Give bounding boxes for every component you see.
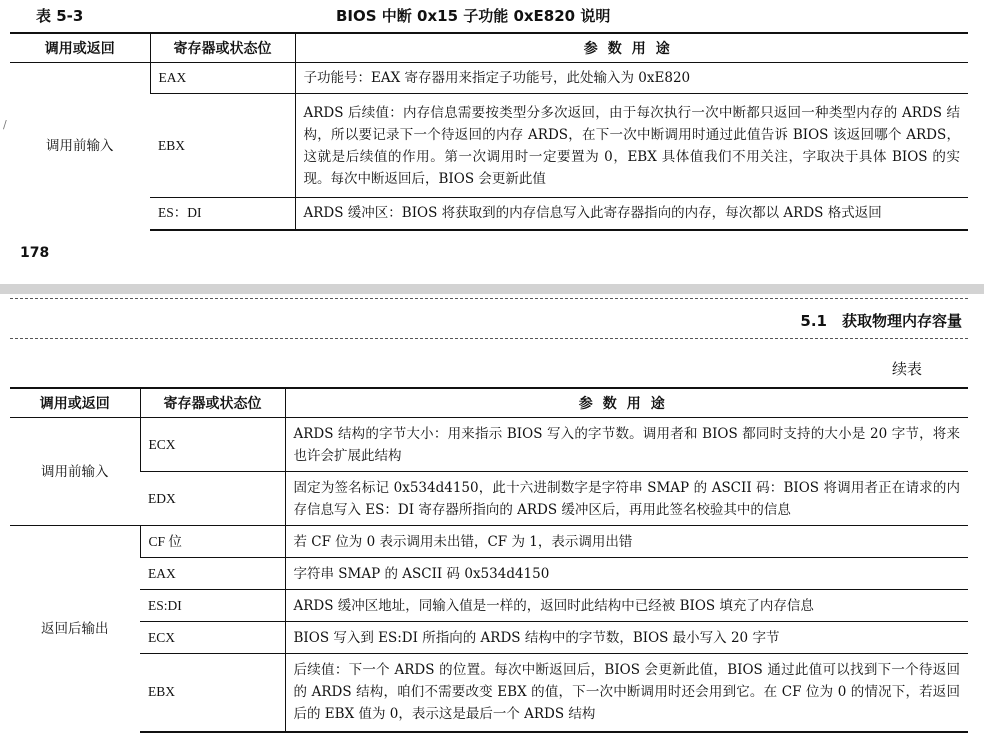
header-call-or-return: 调用或返回 [10,33,150,63]
page-separator [0,284,984,294]
header-register: 寄存器或状态位 [140,388,285,418]
row-register: ES：DI [150,198,295,230]
table-row [10,590,968,622]
table-row [10,622,968,654]
continued-label: 续表 [891,360,922,378]
table-row [10,526,968,558]
table-row [10,418,968,472]
row-description: 后续值：下一个 ARDS 的位置。每次中断返回后，BIOS 会更新此值，BIOS 通过此值可以找到下一个待返回的 ARDS 结构，咱们不需要改变 EBX 的值，下一次中断调用时还会用到它。在 CF 位为 0 的情况下，若返回后的 EBX 值为 0，表示这是最后一个 ARDS 结构 [285,654,968,732]
row-register: EBX [140,654,285,732]
row-description: 固定为签名标记 0x534d4150，此十六进制数字是字符串 SMAP 的 ASCII 码：BIOS 将调用者正在请求的内存信息写入 ES：DI 寄存器所指向的 ARDS 缓冲区后，再用此签名校验其中的信息 [285,472,968,526]
row-register: EAX [150,63,295,94]
header-call-or-return: 调用或返回 [10,388,140,418]
row-register: ECX [140,622,285,654]
row-register: ES:DI [140,590,285,622]
table-row [10,63,968,94]
row-register: ECX [140,418,285,472]
table-bios-e820-continued [10,387,968,733]
row-register: EAX [140,558,285,590]
table-caption-title: BIOS 中断 0x15 子功能 0xE820 说明 [336,7,611,25]
table-row [10,558,968,590]
table-header-row [10,33,968,63]
header-dotted-rule [10,338,968,339]
row-register: CF 位 [140,526,285,558]
margin-mark: / [3,118,7,131]
row-description: ARDS 后续值：内存信息需要按类型分多次返回，由于每次执行一次中断都只返回一种类型内存的 ARDS 结构，所以要记录下一个待返回的内存 ARDS，在下一次中断调用时通过此值告诉 BIOS 该返回哪个 ARDS，这就是后续值的作用。第一次调用时一定要置为 0，EBX 具体值我们不用关注，字取决于具体 BIOS 的实现。每次中断返回后，BIOS 会更新此值 [295,94,968,198]
header-register: 寄存器或状态位 [150,33,295,63]
row-description: ARDS 缓冲区地址，同输入值是一样的，返回时此结构中已经被 BIOS 填充了内存信息 [285,590,968,622]
row-description: 子功能号：EAX 寄存器用来指定子功能号，此处输入为 0xE820 [295,63,968,94]
header-dotted-rule [10,298,968,299]
table-header-row [10,388,968,418]
group-label-output: 返回后输出 [10,526,140,732]
row-description: ARDS 结构的字节大小：用来指示 BIOS 写入的字节数。调用者和 BIOS 都同时支持的大小是 20 字节，将来也许会扩展此结构 [285,418,968,472]
row-description: 字符串 SMAP 的 ASCII 码 0x534d4150 [285,558,968,590]
table-row [10,654,968,732]
row-description: ARDS 缓冲区：BIOS 将获取到的内存信息写入此寄存器指向的内存，每次都以 ARDS 格式返回 [295,198,968,230]
header-purpose: 参数用途 [295,33,968,63]
group-label-input: 调用前输入 [10,63,150,230]
group-label-input: 调用前输入 [10,418,140,526]
header-purpose: 参数用途 [285,388,968,418]
top-page [0,0,984,284]
row-description: BIOS 写入到 ES:DI 所指向的 ARDS 结构中的字节数，BIOS 最小写入 20 字节 [285,622,968,654]
table-row [10,198,968,230]
running-header: 5.1 获取物理内存容量 [800,312,962,330]
row-register: EBX [150,94,295,198]
table-caption-number: 表 5-3 [36,7,84,25]
page-number: 178 [20,245,50,261]
row-description: 若 CF 位为 0 表示调用未出错，CF 为 1，表示调用出错 [285,526,968,558]
row-register: EDX [140,472,285,526]
table-caption [36,2,966,26]
table-row [10,94,968,198]
table-row [10,472,968,526]
table-bios-e820-top [10,32,968,231]
